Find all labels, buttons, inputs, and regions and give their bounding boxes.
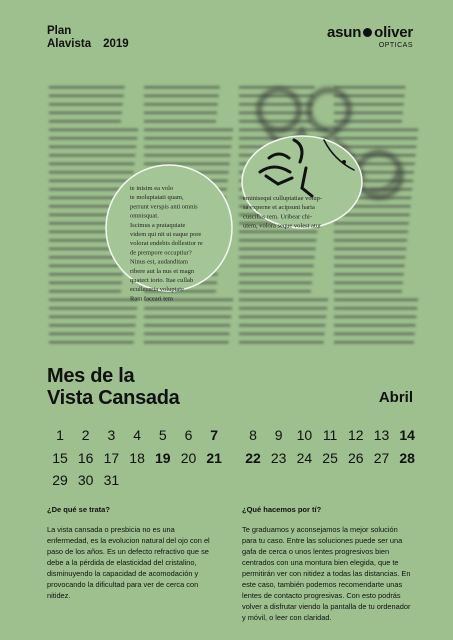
lens-text-line: utem, volora seque volest atur	[243, 222, 322, 230]
logo-brand-left: asun	[326, 24, 362, 41]
calendar-day: 3	[107, 427, 116, 443]
calendar-day: 9	[274, 427, 283, 443]
calendar-day: 28	[399, 449, 415, 466]
calendar-day: 14	[399, 427, 415, 443]
lens-text-line: videm qui nit ut eaque pore	[130, 231, 202, 238]
question-left: ¿De qué se trata?	[47, 505, 110, 514]
body-text-right: Te graduamos y aconsejamos la mejor solución para tu caso. Entre las soluciones puede ser una gafa de cerca o unos lentes progresivos bien centrados con una montura bien elegida, que te permitirán ver con nitidez a todas las distancias. En este caso, también podemos recomendarte unas lentes de contacto progresivas. Con esto podrás volver a disfrutar viendo la pantalla de tu ordenador y móvil, o leer con claridad.	[242, 525, 411, 622]
lens-text-line: quatect iorio. Itae cullab	[130, 277, 194, 284]
lens-text-line: Iscimus a prataquiate	[130, 221, 186, 229]
calendar-day: 31	[103, 472, 120, 488]
calendar-day: 7	[210, 427, 219, 443]
asun-oliver-logo	[327, 24, 413, 49]
logo-subtitle: OPTICAS	[378, 42, 413, 49]
lens-text-line: cuscillas rem. Uribear chi-	[243, 213, 312, 221]
calendar-day: 23	[270, 449, 287, 466]
calendar-day: 19	[155, 449, 171, 466]
plan-year: 2019	[103, 38, 129, 50]
month-label: Abril	[378, 389, 413, 406]
lens-text-line: volorat endebis dollestior re	[130, 240, 203, 248]
lens-text-line: te inisim ea volo	[130, 185, 174, 192]
calendar-day: 10	[296, 427, 313, 443]
calendar-day: 25	[322, 449, 338, 466]
calendar-day: 11	[322, 427, 338, 443]
calendar-day: 5	[158, 427, 167, 443]
title-line-2: Vista Cansada	[47, 387, 180, 409]
blurred-newspaper-text	[49, 86, 418, 344]
lens-text-line: eculleceria voluptate	[130, 286, 184, 294]
calendar-day: 2	[81, 427, 90, 443]
lens-text-line: sa experne et acipsunt haria	[243, 204, 315, 212]
lens-text-line: perrunt verspis anti omnis	[130, 203, 198, 211]
logo-dot-icon	[363, 28, 372, 37]
lens-text-line: te moluptatati quam,	[130, 194, 184, 202]
lens-text-line: de prempore occuptiur?	[130, 249, 192, 257]
plan-label: Plan	[47, 25, 72, 37]
calendar-day: 22	[245, 449, 261, 466]
calendar-day: 13	[373, 427, 390, 443]
calendar-day: 20	[180, 449, 197, 466]
lens-text-line: eminisequi culluptatiae volup-	[243, 195, 323, 202]
calendar-day: 4	[133, 427, 141, 443]
lens-text-line: omnisquat.	[130, 212, 159, 220]
question-right: ¿Qué hacemos por tí?	[242, 505, 322, 514]
calendar-day: 16	[77, 449, 94, 466]
lens-text-line: ribere aut la nus et magn	[130, 267, 195, 275]
body-text-left: La vista cansada o presbicia no es una enfermedad, es la evolucion natural del ojo con el paso de los años. Es un defecto refractivo que se debe a la pérdida de elasticidad del cristalino, disminuyendo la capacidad de acomodación y provocando la dificultad para ver de cerca con nitidez.	[47, 525, 210, 600]
calendar-day: 17	[103, 449, 120, 466]
calendar-day: 15	[52, 449, 68, 466]
calendar-day: 6	[184, 427, 193, 443]
logo-brand-right: oliver	[374, 24, 413, 41]
page-title	[47, 365, 179, 409]
plan-name: Alavista	[47, 38, 92, 50]
calendar-day: 30	[77, 472, 94, 488]
calendar-day: 1	[56, 427, 64, 443]
calendar-day: 29	[52, 472, 68, 488]
plan-header	[47, 25, 129, 51]
calendar-day: 24	[296, 449, 313, 466]
newspaper-lens-illustration	[44, 80, 424, 350]
calendar-day: 21	[206, 449, 222, 466]
lens-text-line: Ninus est, audanditam	[130, 258, 188, 266]
calendar-day: 12	[348, 427, 364, 443]
calendar-day: 26	[348, 449, 364, 466]
calendar-day: 8	[249, 427, 257, 443]
title-line-1: Mes de la	[47, 365, 135, 387]
calendar-day: 18	[129, 449, 145, 466]
lens-text-line: Ram faceari tem	[130, 295, 173, 303]
calendar-day: 27	[373, 449, 390, 466]
